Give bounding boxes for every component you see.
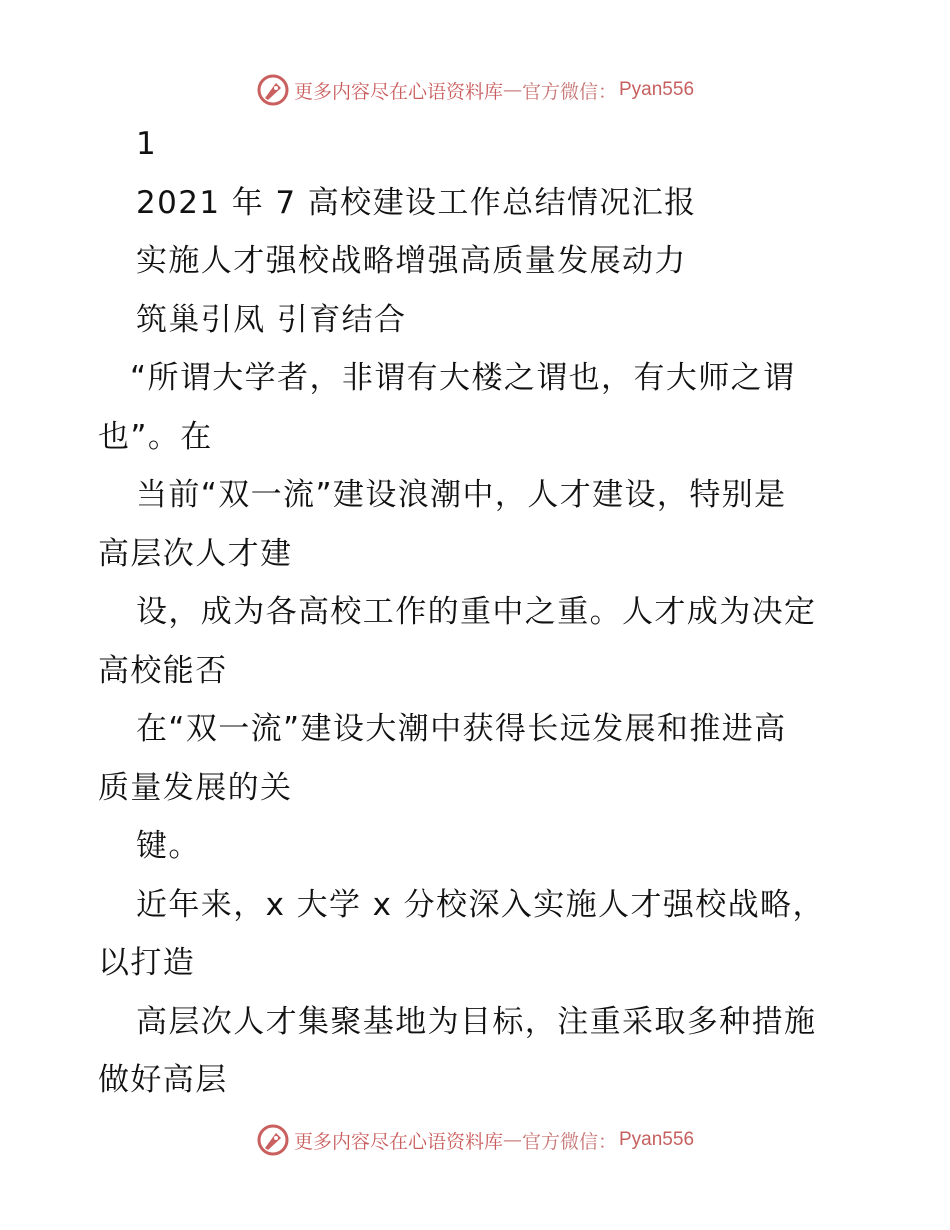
header-site-text: 更多内容尽在心语资料库 bbox=[293, 80, 503, 103]
header-wechat-label: 官方微信： bbox=[521, 80, 617, 103]
pen-nib-logo-icon bbox=[256, 73, 290, 107]
document-title: 2021 年 7 高校建设工作总结情况汇报 bbox=[136, 184, 697, 221]
paragraph-line: 设，成为各高校工作的重中之重。人才成为决定 bbox=[136, 594, 817, 630]
paragraph-line: 高层次人才建 bbox=[98, 535, 293, 572]
paragraph-line: 高校能否 bbox=[98, 652, 228, 689]
footer-site-text: 更多内容尽在心语资料库 bbox=[293, 1130, 503, 1153]
paragraph-line: 键。 bbox=[136, 828, 201, 864]
header-wechat-account: Pyan556 bbox=[619, 79, 695, 100]
footer-banner[interactable] bbox=[0, 1120, 950, 1160]
paragraph-line: 当前“双一流”建设浪潮中，人才建设，特别是 bbox=[136, 477, 787, 513]
paragraph-line: 以打造 bbox=[98, 945, 196, 981]
paragraph-line: 也”。在 bbox=[98, 418, 213, 455]
paragraph-line: 在“双一流”建设大潮中获得长远发展和推进高 bbox=[136, 711, 787, 747]
pen-nib-logo-icon bbox=[256, 1123, 290, 1157]
header-dash: — bbox=[502, 79, 522, 101]
document-body bbox=[98, 115, 853, 1110]
document-subtitle: 实施人才强校战略增强高质量发展动力 bbox=[136, 243, 687, 279]
footer-wechat-account: Pyan556 bbox=[619, 1129, 695, 1150]
header-banner[interactable] bbox=[0, 70, 950, 110]
page-number: 1 bbox=[136, 126, 158, 162]
paragraph-line: 做好高层 bbox=[98, 1062, 228, 1098]
footer-wechat-label: 官方微信： bbox=[521, 1130, 617, 1153]
paragraph-line: “所谓大学者，非谓有大楼之谓也，有大师之谓 bbox=[130, 360, 796, 396]
footer-dash: — bbox=[502, 1129, 522, 1151]
paragraph-line: 近年来，x 大学 x 分校深入实施人才强校战略， bbox=[136, 886, 825, 923]
paragraph-line: 质量发展的关 bbox=[98, 769, 293, 806]
paragraph-line: 高层次人才集聚基地为目标，注重采取多种措施 bbox=[136, 1003, 817, 1040]
section-heading: 筑巢引凤 引育结合 bbox=[136, 301, 407, 338]
